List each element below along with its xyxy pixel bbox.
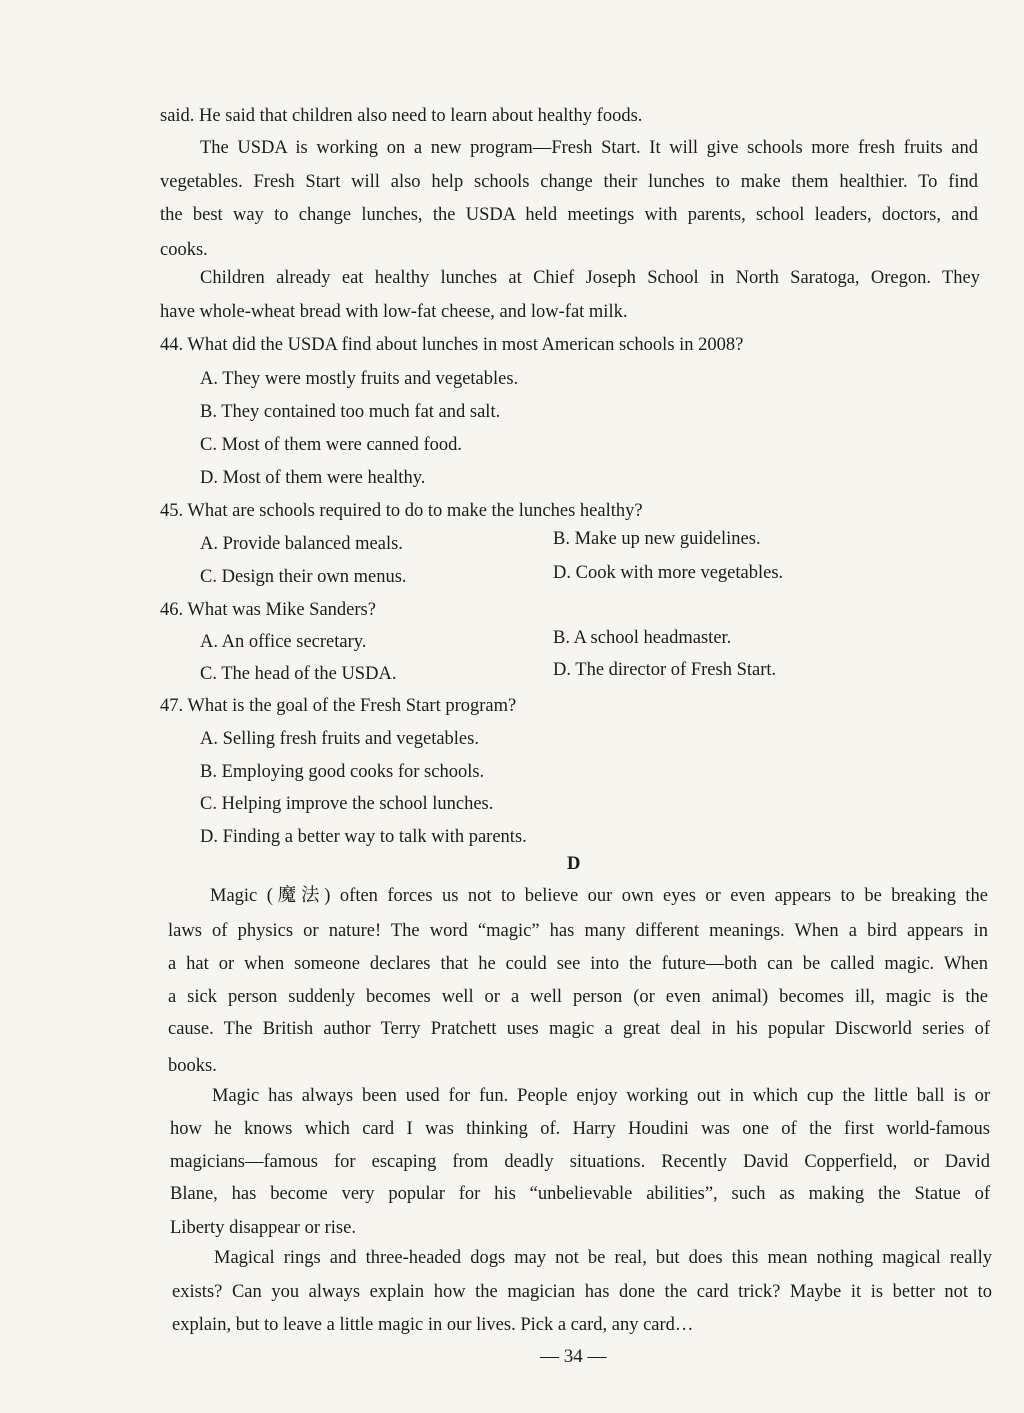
- passage-line: Children already eat healthy lunches at Chief Joseph School in North Saratoga, Oregon. They: [200, 268, 980, 288]
- answer-option[interactable]: A. An office secretary.: [200, 632, 367, 652]
- question-stem: 47. What is the goal of the Fresh Start program?: [160, 696, 517, 716]
- answer-option[interactable]: D. Finding a better way to talk with parents.: [200, 827, 527, 847]
- answer-option[interactable]: C. Most of them were canned food.: [200, 435, 463, 455]
- answer-option[interactable]: A. Provide balanced meals.: [200, 534, 403, 554]
- answer-option[interactable]: B. A school headmaster.: [553, 628, 732, 648]
- question-stem: 44. What did the USDA find about lunches in most American schools in 2008?: [160, 335, 744, 355]
- passage-line: books.: [168, 1056, 217, 1076]
- passage-line: magicians—famous for escaping from deadly situations. Recently David Copperfield, or David: [170, 1152, 990, 1172]
- passage-line: cooks.: [160, 240, 208, 260]
- question-stem: 45. What are schools required to do to make the lunches healthy?: [160, 501, 643, 521]
- passage-line: a sick person suddenly becomes well or a well person (or even animal) becomes ill, magic is the: [168, 987, 988, 1007]
- passage-line: Liberty disappear or rise.: [170, 1218, 356, 1238]
- answer-option[interactable]: D. The director of Fresh Start.: [553, 660, 777, 680]
- section-heading: D: [567, 854, 581, 874]
- answer-option[interactable]: D. Cook with more vegetables.: [553, 563, 784, 583]
- answer-option[interactable]: A. They were mostly fruits and vegetables.: [200, 369, 519, 389]
- passage-line: explain, but to leave a little magic in our lives. Pick a card, any card…: [172, 1315, 694, 1335]
- answer-option[interactable]: C. Helping improve the school lunches.: [200, 794, 494, 814]
- answer-option[interactable]: D. Most of them were healthy.: [200, 468, 426, 488]
- passage-line: how he knows which card I was thinking of. Harry Houdini was one of the first world-famous: [170, 1119, 990, 1139]
- passage-line: a hat or when someone declares that he could see into the future—both can be called magic. When: [168, 954, 988, 974]
- question-stem: 46. What was Mike Sanders?: [160, 600, 376, 620]
- answer-option[interactable]: C. Design their own menus.: [200, 567, 407, 587]
- passage-line: exists? Can you always explain how the magician has done the card trick? Maybe it is better not to: [172, 1282, 992, 1302]
- passage-line: vegetables. Fresh Start will also help schools change their lunches to make them healthier. To find: [160, 172, 978, 192]
- passage-line: said. He said that children also need to learn about healthy foods.: [160, 106, 643, 126]
- answer-option[interactable]: C. The head of the USDA.: [200, 664, 397, 684]
- passage-line: Magic (魔法) often forces us not to believe our own eyes or even appears to be breaking the: [210, 886, 988, 906]
- passage-line: The USDA is working on a new program—Fresh Start. It will give schools more fresh fruits and: [200, 138, 978, 158]
- answer-option[interactable]: B. Make up new guidelines.: [553, 529, 761, 549]
- passage-line: cause. The British author Terry Pratchett uses magic a great deal in his popular Discworld series of: [168, 1019, 990, 1039]
- answer-option[interactable]: B. Employing good cooks for schools.: [200, 762, 485, 782]
- passage-line: Magical rings and three-headed dogs may not be real, but does this mean nothing magical really: [214, 1248, 992, 1268]
- passage-line: Magic has always been used for fun. People enjoy working out in which cup the little ball is or: [212, 1086, 990, 1106]
- passage-line: have whole-wheat bread with low-fat cheese, and low-fat milk.: [160, 302, 628, 322]
- passage-line: Blane, has become very popular for his “unbelievable abilities”, such as making the Statue of: [170, 1184, 990, 1204]
- answer-option[interactable]: B. They contained too much fat and salt.: [200, 402, 501, 422]
- passage-line: the best way to change lunches, the USDA held meetings with parents, school leaders, doctors, and: [160, 205, 978, 225]
- passage-line: laws of physics or nature! The word “magic” has many different meanings. When a bird appears in: [168, 921, 988, 941]
- answer-option[interactable]: A. Selling fresh fruits and vegetables.: [200, 729, 479, 749]
- page-number: — 34 —: [540, 1346, 607, 1367]
